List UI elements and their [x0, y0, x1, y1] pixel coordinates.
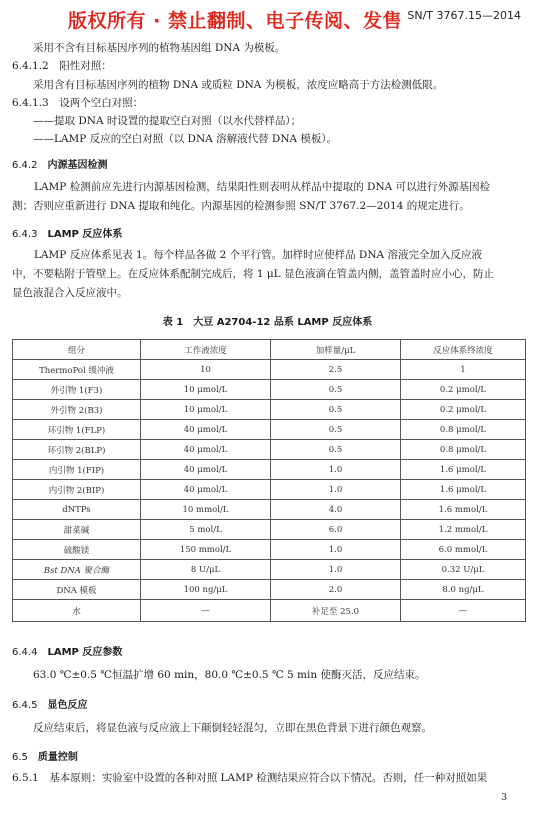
section-title: 内源基因检测	[47, 160, 108, 171]
table-cell: 0.2 μmol/L	[401, 400, 526, 420]
color-reaction-text: 反应结束后，将显色液与反应液上下颠倒轻轻混匀，立即在黑色背景下进行颜色观察。	[33, 722, 432, 734]
reaction-system-table	[12, 339, 526, 622]
section-number: 6.5	[12, 752, 28, 763]
table-cell: —	[141, 600, 271, 622]
blank-control-item-1: ——提取 DNA 时设置的提取空白对照（以水代替样品）；	[33, 115, 302, 127]
table-cell: 1.0	[271, 480, 401, 500]
positive-control-text: 采用含有目标基因序列的植物 DNA 或质粒 DNA 为模板，浓度应略高于方法检测低限。	[33, 79, 444, 91]
reaction-parameters-text: 63.0 ℃±0.5 ℃恒温扩增 60 min，80.0 ℃±0.5 ℃ 5 min 使酶灭活，反应结束。	[33, 669, 426, 681]
table-cell: 0.32 U/μL	[401, 560, 526, 580]
standard-number: SN/T 3767.15—2014	[407, 9, 521, 22]
column-header: 反应体系终浓度	[401, 340, 526, 360]
table-row	[13, 500, 526, 520]
table-cell: 1.0	[271, 460, 401, 480]
section-title: LAMP 反应体系	[47, 229, 123, 240]
table-cell: 环引物 1(FLP)	[13, 420, 141, 440]
table-cell: 40 μmol/L	[141, 460, 271, 480]
table-cell: 甜菜碱	[13, 520, 141, 540]
table-cell: DNA 模板	[13, 580, 141, 600]
table-cell: 40 μmol/L	[141, 440, 271, 460]
table-cell: 2.0	[271, 580, 401, 600]
table-cell: Bst DNA 聚合酶	[13, 560, 141, 580]
table-cell: 1.6 mmol/L	[401, 500, 526, 520]
table-cell: 6.0	[271, 520, 401, 540]
table-cell: 0.5	[271, 420, 401, 440]
table-cell: 补足至 25.0	[271, 600, 401, 622]
table-cell: 0.5	[271, 440, 401, 460]
table-row	[13, 480, 526, 500]
table-cell: 1.6 μmol/L	[401, 460, 526, 480]
section-title: LAMP 反应参数	[47, 647, 123, 658]
table-cell: 内引物 1(FIP)	[13, 460, 141, 480]
table-row	[13, 460, 526, 480]
table-cell: 6.0 mmol/L	[401, 540, 526, 560]
table-cell: dNTPs	[13, 500, 141, 520]
page-number: 3	[501, 793, 507, 803]
section-number: 6.4.5	[12, 700, 38, 711]
section-number: 6.4.2	[12, 160, 38, 171]
table-row	[13, 400, 526, 420]
table-cell: 水	[13, 600, 141, 622]
endogenous-gene-paragraph: LAMP 检测前应先进行内源基因检测，结果阳性则表明从样品中提取的 DNA 可以进行外源基因检测；否则应重新进行 DNA 提取和纯化。内源基因的检测参照 SN/T 3767.2—2014 的规定进行。	[12, 181, 491, 212]
table-row	[13, 520, 526, 540]
table-cell: 0.8 μmol/L	[401, 440, 526, 460]
heading-6-4-4	[12, 643, 122, 658]
heading-6-4-1-2: 6.4.1.2 阳性对照：	[12, 60, 112, 72]
table-cell: 内引物 2(BIP)	[13, 480, 141, 500]
table-cell: 1.6 μmol/L	[401, 480, 526, 500]
table-cell: 外引物 2(B3)	[13, 400, 141, 420]
reaction-system-paragraph: LAMP 反应体系见表 1。每个样品各做 2 个平行管。加样时应使样品 DNA 溶液完全加入反应液中，不要粘附于管壁上。在反应体系配制完成后，将 1 μL 显色液滴在管盖内侧，盖管盖时应小心，防止显色液混合入反应液中。	[12, 249, 494, 299]
heading-6-4-5	[12, 696, 87, 711]
column-header: 组分	[13, 340, 141, 360]
table-cell: 环引物 2(BLP)	[13, 440, 141, 460]
table-cell: 4.0	[271, 500, 401, 520]
table-cell: 8.0 ng/μL	[401, 580, 526, 600]
table-cell: 150 mmol/L	[141, 540, 271, 560]
section-title: 显色反应	[47, 700, 88, 711]
table-cell: —	[401, 600, 526, 622]
table-cell: 1.0	[271, 540, 401, 560]
table-row	[13, 420, 526, 440]
basic-principle-text: 6.5.1 基本原则：实验室中设置的各种对照 LAMP 检测结果应符合以下情况。否则，任一种对照如果	[12, 772, 488, 784]
column-header: 工作液浓度	[141, 340, 271, 360]
table-row	[13, 360, 526, 380]
table-cell: 0.5	[271, 380, 401, 400]
section-number: 6.4.4	[12, 647, 38, 658]
table-cell: 10 μmol/L	[141, 400, 271, 420]
table-cell: 8 U/μL	[141, 560, 271, 580]
section-title: 质量控制	[37, 752, 78, 763]
table-row	[13, 560, 526, 580]
table-cell: 硫酸镁	[13, 540, 141, 560]
table-cell: 10 mmol/L	[141, 500, 271, 520]
table-row	[13, 380, 526, 400]
table-cell: 40 μmol/L	[141, 420, 271, 440]
watermark: 版权所有 · 禁止翻制、电子传阅、发售	[68, 10, 402, 32]
blank-control-item-2: ——LAMP 反应的空白对照（以 DNA 溶解液代替 DNA 模板）。	[33, 133, 338, 145]
heading-6-5	[12, 748, 78, 763]
table-header-row	[13, 340, 526, 360]
table-cell: 外引物 1(F3)	[13, 380, 141, 400]
table-cell: ThermoPol 缓冲液	[13, 360, 141, 380]
table-cell: 1.2 mmol/L	[401, 520, 526, 540]
table-cell: 10	[141, 360, 271, 380]
table-row	[13, 580, 526, 600]
table-title: 表 1 大豆 A2704-12 品系 LAMP 反应体系	[162, 317, 373, 328]
section-number: 6.4.3	[12, 229, 38, 240]
table-row	[13, 440, 526, 460]
table-cell: 5 mol/L	[141, 520, 271, 540]
table-cell: 0.2 μmol/L	[401, 380, 526, 400]
table-cell: 2.5	[271, 360, 401, 380]
table-cell: 1.0	[271, 560, 401, 580]
table-row	[13, 540, 526, 560]
table-cell: 100 ng/μL	[141, 580, 271, 600]
heading-6-4-1-3: 6.4.1.3 设两个空白对照：	[12, 97, 144, 109]
negative-control-text: 采用不含有目标基因序列的植物基因组 DNA 为模板。	[33, 42, 286, 54]
table-cell: 0.8 μmol/L	[401, 420, 526, 440]
heading-6-4-2	[12, 156, 107, 171]
table-cell: 10 μmol/L	[141, 380, 271, 400]
heading-6-4-3	[12, 225, 122, 240]
table-row	[13, 600, 526, 622]
table-cell: 1	[401, 360, 526, 380]
table-cell: 0.5	[271, 400, 401, 420]
table-cell: 40 μmol/L	[141, 480, 271, 500]
column-header: 加样量/μL	[271, 340, 401, 360]
